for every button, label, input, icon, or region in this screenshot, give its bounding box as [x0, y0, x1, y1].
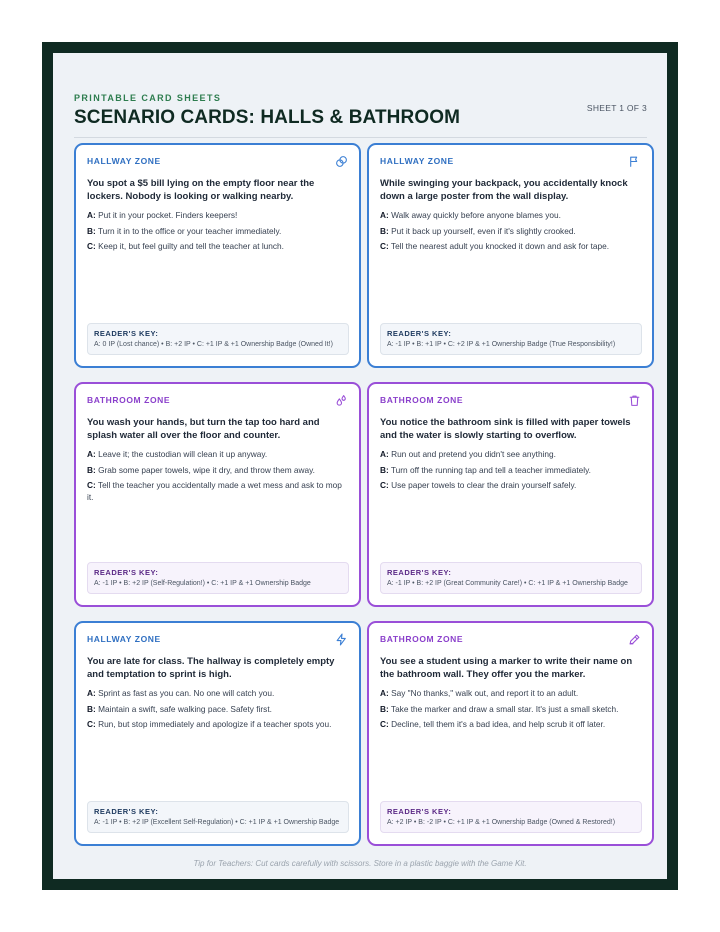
readers-key-text: A: 0 IP (Lost chance) • B: +2 IP • C: +1 IP & +1 Ownership Badge (Owned It!): [94, 341, 333, 348]
option-c: C: Tell the teacher you accidentally made a wet mess and ask to mop it.: [87, 480, 342, 502]
scenario-card-lost-bill: [74, 143, 361, 368]
card-zone-label: HALLWAY ZONE: [87, 634, 161, 644]
card-options: [87, 688, 349, 735]
readers-key-label: READER'S KEY:: [94, 807, 159, 816]
option-b: B: Take the marker and draw a small star. It's just a small sketch.: [380, 703, 619, 714]
readers-key-label: READER'S KEY:: [94, 329, 159, 338]
option-b: B: Turn it in to the office or your teacher immediately.: [87, 225, 282, 236]
option-a: A: Put it in your pocket. Finders keepers!: [87, 210, 238, 220]
card-prompt: You wash your hands, but turn the tap too hard and splash water all over the floor and counter.: [87, 417, 320, 441]
card-options: [87, 449, 349, 507]
readers-key-text: A: -1 IP • B: +2 IP (Great Community Care!) • C: +1 IP & +1 Ownership Badge: [387, 580, 628, 587]
option-b: B: Turn off the running tap and tell a teacher immediately.: [380, 464, 591, 475]
option-b: B: Put it back up yourself, even if it's slightly crooked.: [380, 225, 576, 236]
card-sheet: [53, 53, 667, 879]
coin-icon: [335, 155, 348, 168]
flag-icon: [628, 155, 641, 168]
card-zone-label: BATHROOM ZONE: [87, 395, 171, 405]
card-options: [380, 449, 642, 496]
droplets-icon: [335, 394, 348, 407]
card-options: [87, 210, 349, 257]
option-c: C: Use paper towels to clear the drain yourself safely.: [380, 480, 577, 490]
readers-key-text: A: -1 IP • B: +2 IP (Excellent Self-Regulation) • C: +1 IP & +1 Ownership Badge: [94, 819, 340, 826]
option-b: B: Grab some paper towels, wipe it dry, and throw them away.: [87, 464, 315, 475]
trash-icon: [628, 394, 641, 407]
card-zone-label: BATHROOM ZONE: [380, 395, 464, 405]
teacher-tip: Tip for Teachers: Cut cards carefully with scissors. Store in a plastic baggie with the Game Kit.: [193, 859, 527, 868]
readers-key-label: READER'S KEY:: [387, 329, 452, 338]
pencil-icon: [628, 633, 641, 646]
option-a: A: Sprint as fast as you can. No one will catch you.: [87, 688, 275, 698]
readers-key-text: A: -1 IP • B: +1 IP • C: +2 IP & +1 Ownership Badge (True Responsibility!): [387, 341, 616, 348]
readers-key-text: A: +2 IP • B: -2 IP • C: +1 IP & +1 Ownership Badge (Owned & Restored!): [387, 819, 616, 826]
card-zone-label: BATHROOM ZONE: [380, 634, 464, 644]
card-prompt: You are late for class. The hallway is completely empty and temptation to sprint is high.: [87, 656, 335, 680]
scenario-card-late: [74, 621, 361, 846]
sheet-header: [74, 83, 647, 139]
readers-key-label: READER'S KEY:: [387, 807, 452, 816]
option-c: C: Decline, tell them it's a bad idea, and help scrub it off later.: [380, 719, 606, 729]
readers-key: [380, 562, 642, 594]
card-options: [380, 688, 642, 735]
lightning-icon: [335, 633, 348, 646]
option-a: A: Walk away quickly before anyone blames you.: [380, 210, 561, 220]
card-prompt: You spot a $5 bill lying on the empty floor near the lockers. Nobody is looking or walking nearby.: [87, 178, 315, 202]
option-a: A: Say "No thanks," walk out, and report it to an adult.: [380, 688, 579, 698]
sheet-title: SCENARIO CARDS: HALLS & BATHROOM: [74, 107, 461, 128]
readers-key: [380, 323, 642, 355]
scenario-card-marker: [367, 621, 654, 846]
card-zone-label: HALLWAY ZONE: [87, 156, 161, 166]
option-b: B: Maintain a swift, safe walking pace. Safety first.: [87, 703, 272, 714]
option-c: C: Keep it, but feel guilty and tell the teacher at lunch.: [87, 241, 284, 251]
scenario-card-splash: [74, 382, 361, 607]
card-prompt: While swinging your backpack, you accidentally knock down a large poster from the wall display.: [380, 178, 628, 202]
page-frame: [42, 42, 678, 890]
option-a: A: Leave it; the custodian will clean it up anyway.: [87, 449, 268, 459]
card-options: [380, 210, 642, 257]
option-c: C: Run, but stop immediately and apologize if a teacher spots you.: [87, 719, 332, 729]
option-a: A: Run out and pretend you didn't see anything.: [380, 449, 556, 459]
header-divider: [74, 137, 647, 138]
readers-key-text: A: -1 IP • B: +2 IP (Self-Regulation!) • C: +1 IP & +1 Ownership Badge: [94, 580, 311, 587]
option-c: C: Tell the nearest adult you knocked it down and ask for tape.: [380, 241, 610, 251]
readers-key-label: READER'S KEY:: [94, 568, 159, 577]
sheet-number: SHEET 1 OF 3: [586, 103, 647, 113]
sheet-eyebrow: PRINTABLE CARD SHEETS: [74, 93, 222, 103]
readers-key: [380, 801, 642, 833]
readers-key: [87, 801, 349, 833]
card-zone-label: HALLWAY ZONE: [380, 156, 454, 166]
card-prompt: You see a student using a marker to write their name on the bathroom wall. They offer you the marker.: [380, 656, 633, 680]
readers-key-label: READER'S KEY:: [387, 568, 452, 577]
scenario-card-sink: [367, 382, 654, 607]
scenario-card-poster: [367, 143, 654, 368]
readers-key: [87, 323, 349, 355]
card-prompt: You notice the bathroom sink is filled with paper towels and the water is slowly starting to overflow.: [380, 417, 631, 441]
readers-key: [87, 562, 349, 594]
